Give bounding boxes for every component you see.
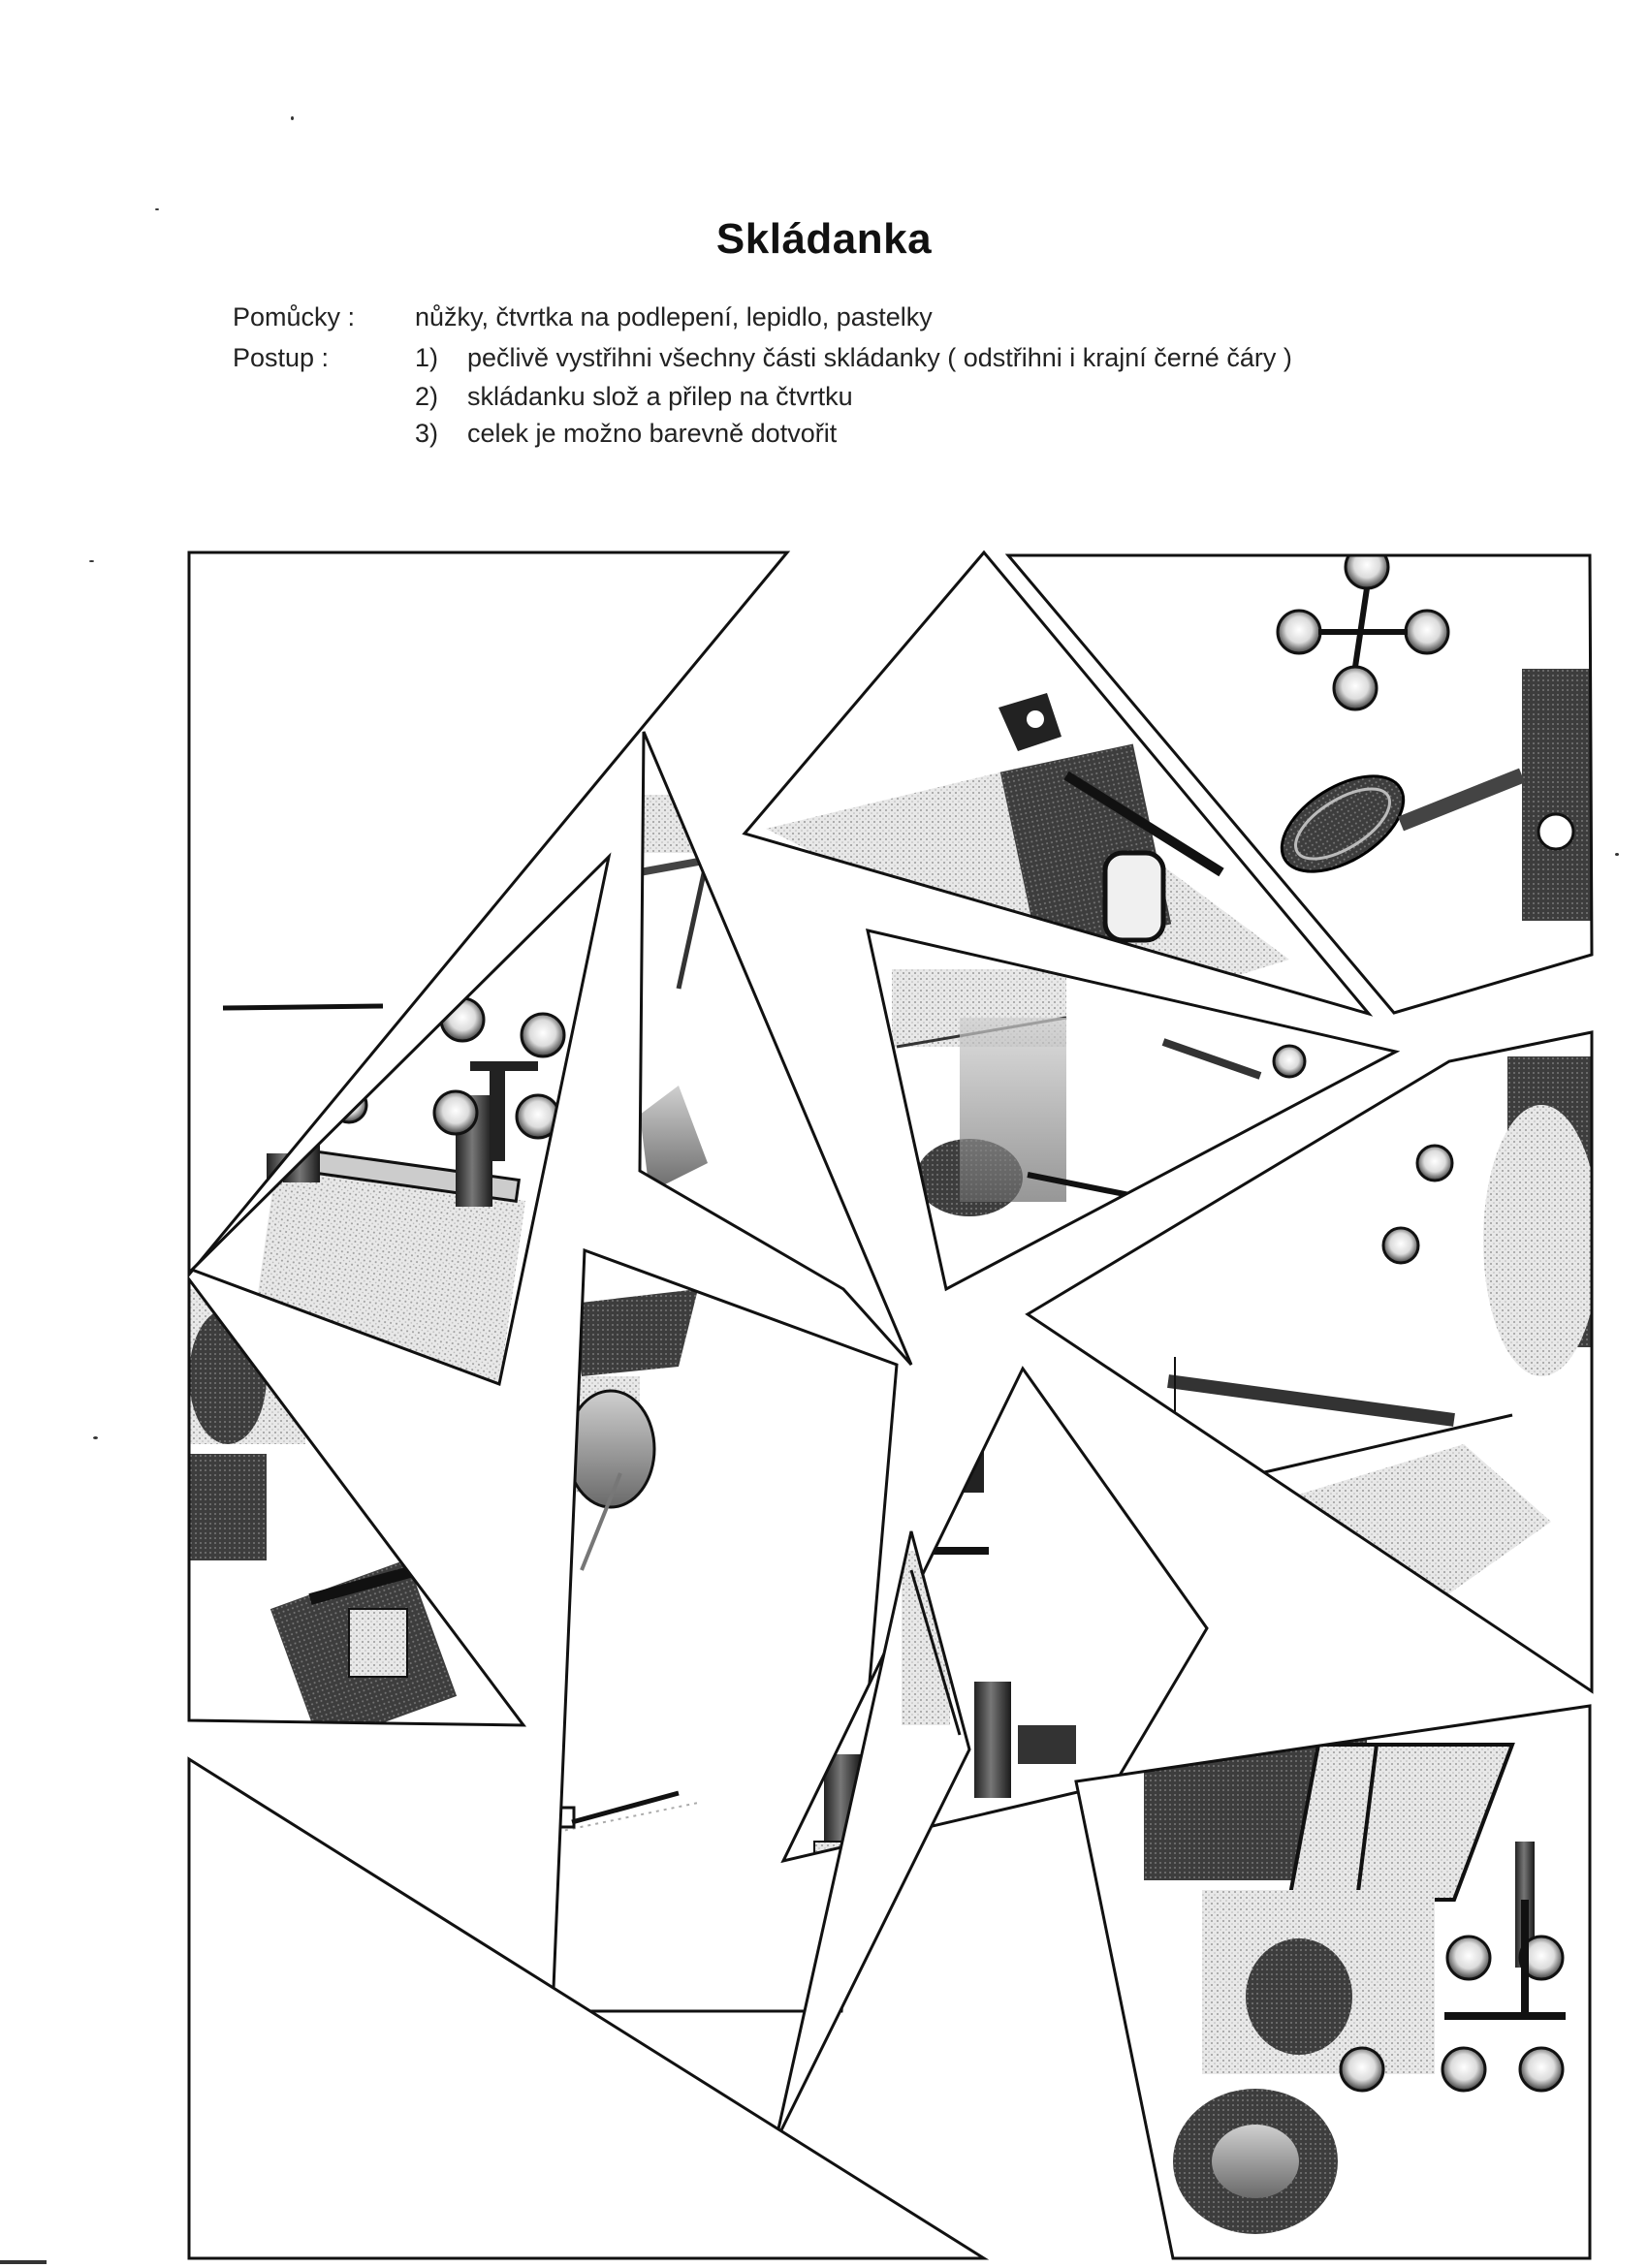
materials-label: Pomůcky :	[233, 302, 356, 331]
puzzle-piece	[1071, 1701, 1595, 2263]
step-text-1: pečlivě vystřihni všechny části skládanky ( odstřihni i krajní černé čáry )	[467, 343, 1292, 372]
step-number-2: 2)	[415, 382, 439, 411]
step-number-1: 1)	[415, 343, 439, 372]
step-number-3: 3)	[415, 419, 439, 448]
page-title: Skládanka	[715, 215, 933, 263]
procedure-label: Postup :	[233, 343, 330, 372]
step-text-3: celek je možno barevně dotvořit	[467, 419, 838, 448]
materials-text: nůžky, čtvrtka na podlepení, lepidlo, pastelky	[415, 302, 933, 331]
step-text-2: skládanku slož a přilep na čtvrtku	[467, 382, 853, 411]
